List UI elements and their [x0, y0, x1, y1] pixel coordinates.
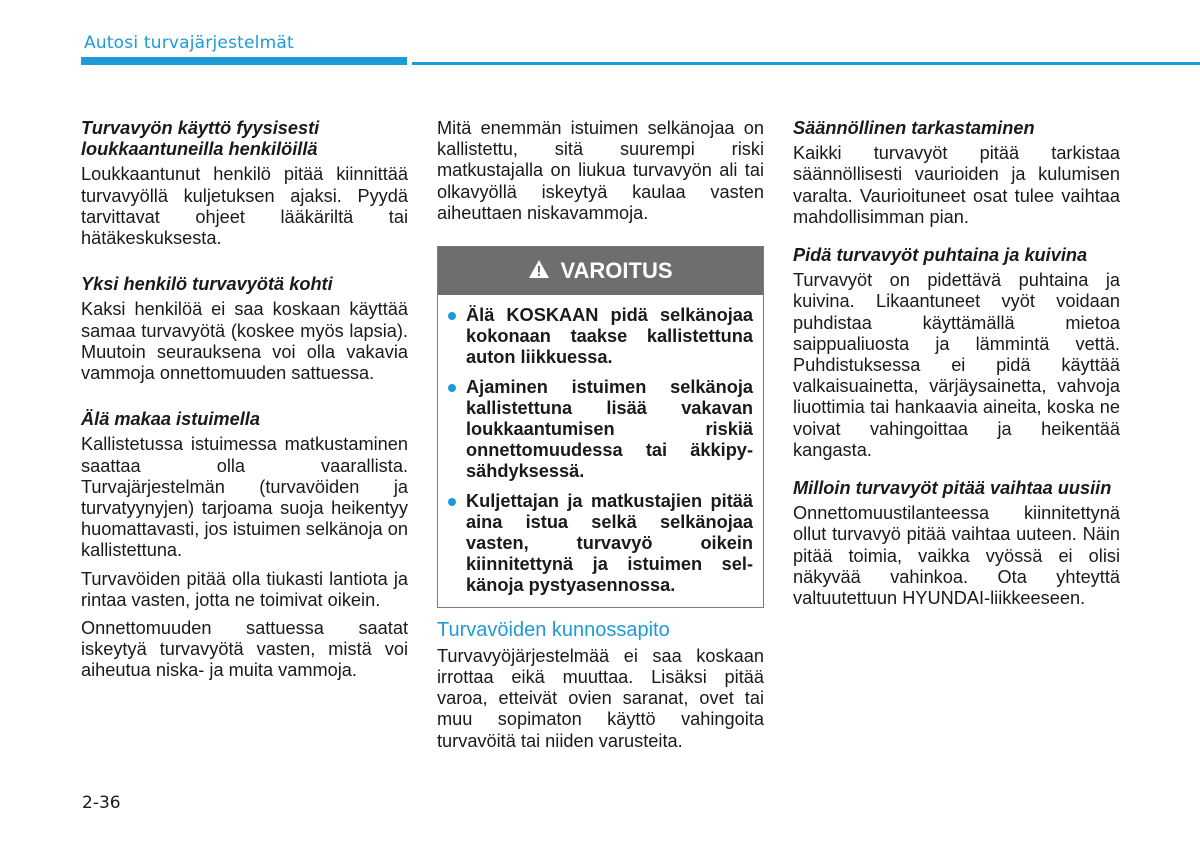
warning-item: Ajaminen istuimen selkänoja kallistettuna lisää vakavan loukkaantumisen riskiä onnettomuudessa tai äkkipysähdyksessä.	[448, 377, 753, 483]
paragraph: Turvavyöjärjestelmää ei saa koskaan irrottaa eikä muuttaa. Lisäksi pitää varoa, etteivät ovien saranat, ovet tai muu sopimaton käyttö vahingoita turvavöitä tai niiden varusteita.	[437, 645, 764, 751]
header-bar-thick	[81, 57, 407, 65]
paragraph: Onnettomuuden sattuessa saatat iskeytyä turvavyötä vasten, mistä voi aiheutua niska- ja muita vammoja.	[81, 618, 408, 681]
paragraph: Turvavyöt on pidettävä puhtaina ja kuivina. Likaantuneet vyöt voidaan puhdistaa käyttämällä mietoa saippualiuosta ja lämmintä vettä. Puhdistuksessa ei pidä käyttää valkaisuainetta, värjäysainetta, vahvoja liuottimia tai hankaavia aineita, koska ne voivat vahingoittaa ja heikentää kangasta.	[793, 270, 1120, 460]
bullet-icon	[448, 384, 456, 392]
warning-header	[438, 247, 763, 295]
subheading-replace: Milloin turvavyöt pitää vaihtaa uusiin	[793, 478, 1112, 499]
section-heading-maintenance: Turvavöiden kunnossapito	[437, 618, 670, 641]
bullet-icon	[448, 498, 456, 506]
header-bar-thin	[412, 62, 1200, 65]
paragraph: Kaikki turvavyöt pitää tarkistaa säännöllisesti vaurioiden ja kulumisen varalta. Vaurioituneet osat tulee vaihtaa mahdollisimman pian.	[793, 143, 1120, 227]
subheading-do-not-lie: Älä makaa istuimella	[81, 409, 260, 430]
subheading-inspection: Säännöllinen tarkastaminen	[793, 118, 1035, 138]
paragraph: Kallistetussa istuimessa matkustaminen saattaa olla vaarallista. Turvajärjestelmän (turvavöiden ja turvatyynyjen) tarjoama suoja heikentyy huomattavasti, jos istuimen selkänoja on kallistettuna.	[81, 434, 408, 561]
paragraph: Loukkaantunut henkilö pitää kiinnittää turvavyöllä kuljetuksen ajaksi. Pyydä tarvittavat ohjeet lääkäriltä tai hätäkeskuksesta.	[81, 164, 408, 249]
column-right	[793, 118, 1120, 616]
warning-title: VAROITUS	[560, 258, 673, 284]
column-left	[81, 118, 408, 689]
paragraph: Onnettomuustilanteessa kiinnitettynä ollut turvavyö pitää vaihtaa uuteen. Näin pitää toimia, vaikka vyössä ei olisi näkyvää vahinkoa. Ota yhteyttä valtuutettuun HYUNDAI-liikkeeseen.	[793, 503, 1120, 609]
paragraph: Kaksi henkilöä ei saa koskaan käyttää samaa turvavyötä (koskee myös lapsia). Muutoin seurauksena voi olla vakavia vammoja onnettomuuden sattuessa.	[81, 299, 408, 384]
subheading-one-person: Yksi henkilö turvavyötä kohti	[81, 274, 333, 295]
bullet-icon	[448, 312, 456, 320]
warning-item: Kuljettajan ja matkustajien pitää aina istua selkä selkänojaa vasten, turvavyö oikein kiinnitettynä ja istuimen selkänoja pystyasennossa.	[448, 491, 753, 597]
paragraph: Mitä enemmän istuimen selkänojaa on kallistettu, sitä suurempi riski matkustajalla on liukua turvavyön ali tai olkavyöllä iskeytyä kaulaa vasten aiheuttaen niskavammoja.	[437, 118, 764, 223]
subheading-clean-dry: Pidä turvavyöt puhtaina ja kuivina	[793, 245, 1088, 266]
paragraph: Turvavöiden pitää olla tiukasti lantiota ja rintaa vasten, jotta ne toimivat oikein.	[81, 568, 408, 610]
column-middle	[437, 118, 764, 759]
warning-item: Älä KOSKAAN pidä selkänojaa kokonaan taakse kallistettuna auton liikkuessa.	[448, 305, 753, 369]
warning-box	[437, 246, 764, 608]
warning-triangle-icon	[528, 259, 550, 282]
subheading-injured: Turvavyön käyttö fyysisesti loukkaantuneilla henkilöillä	[81, 118, 320, 160]
section-title: Autosi turvajärjestelmät	[84, 33, 294, 53]
warning-list	[438, 295, 763, 607]
page-number: 2-36	[82, 793, 121, 813]
